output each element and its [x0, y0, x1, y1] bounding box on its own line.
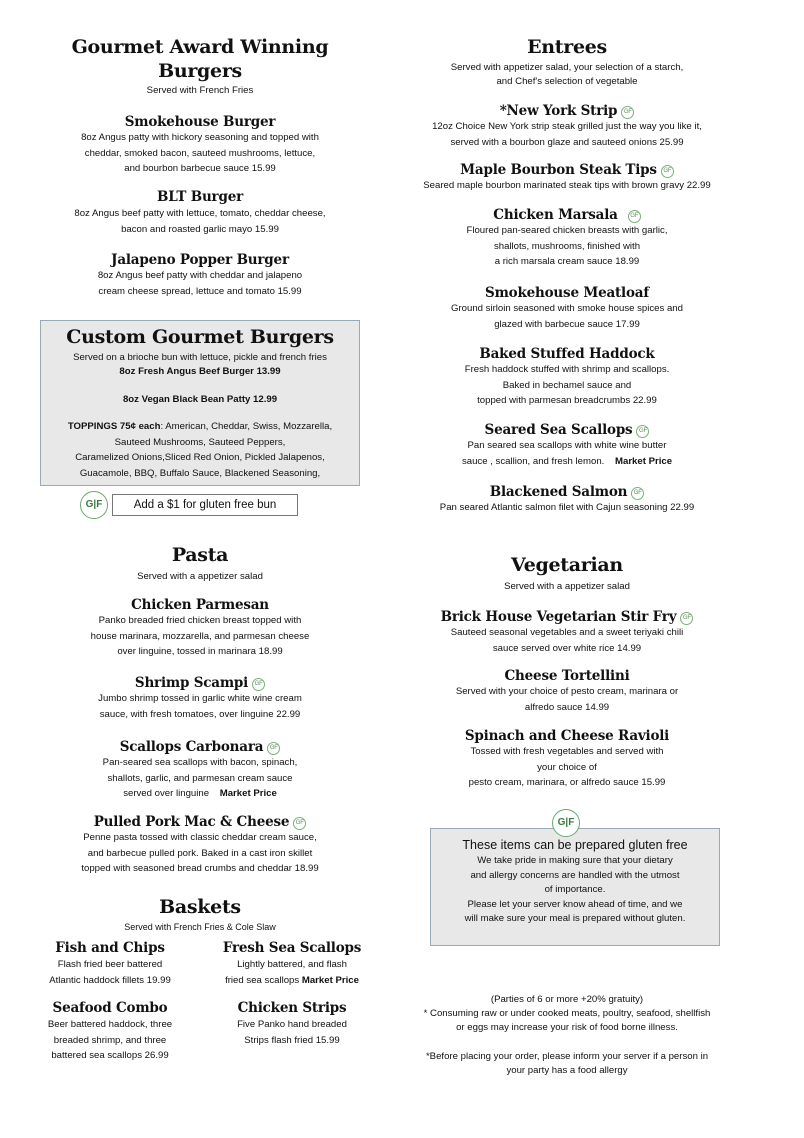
- desc-line: over linguine, tossed in marinara 18.99: [117, 646, 283, 657]
- entrees-subtitle: [402, 61, 732, 89]
- burgers-subtitle: Served with French Fries: [146, 85, 254, 96]
- desc-line: Strips flash fried 15.99: [244, 1034, 340, 1046]
- desc-line: and allergy concerns are handled with the utmost: [470, 869, 680, 881]
- desc-line: cheddar, smoked bacon, sauteed mushrooms, lettuce,: [84, 147, 316, 159]
- gluten-free-text: [431, 854, 719, 927]
- veg-name-tortellini: Cheese Tortellini: [504, 668, 630, 684]
- gluten-free-icon: GF: [631, 487, 644, 500]
- veg-desc-stir-fry: [402, 625, 732, 656]
- footer-line: your party has a food allergy: [506, 1065, 628, 1076]
- allergy-note: [402, 1050, 732, 1078]
- desc-line: shallots, garlic, and parmesan cream sauce: [107, 772, 293, 784]
- gluten-free-title: These items can be prepared gluten free: [462, 838, 688, 852]
- desc-line: We take pride in making sure that your dietary: [477, 855, 673, 866]
- item-name: Shrimp Scampi: [134, 675, 249, 691]
- desc-line: breaded shrimp, and three: [53, 1034, 167, 1046]
- desc-line: Fresh haddock stuffed with shrimp and scallops.: [464, 364, 670, 375]
- entree-desc-sea-scallops: [402, 438, 732, 469]
- item-name: Fresh Sea Scallops: [222, 940, 362, 956]
- burgers-title-line1: Gourmet Award Winning: [71, 36, 329, 58]
- burger-desc-blt: [40, 206, 360, 237]
- desc-line: Served with your choice of pesto cream, marinara or: [455, 686, 679, 697]
- burger-name-smokehouse: Smokehouse Burger: [124, 114, 276, 130]
- footer-line: or eggs may increase your risk of food borne illness.: [456, 1022, 678, 1033]
- footer-line: (Parties of 6 or more +20% gratuity): [490, 994, 644, 1005]
- market-price: Market Price: [615, 455, 673, 467]
- pasta-desc-shrimp-scampi: [40, 691, 360, 722]
- basket-chicken-strips: [212, 1000, 372, 1048]
- burger-name-blt: BLT Burger: [156, 189, 244, 205]
- entree-name-haddock: Baked Stuffed Haddock: [479, 346, 655, 362]
- desc-line: 8oz Angus beef patty with lettuce, tomato, cheddar cheese,: [74, 208, 326, 219]
- market-price: Market Price: [301, 974, 359, 986]
- desc-line: Atlantic haddock fillets 19.99: [49, 974, 171, 986]
- pasta-name-chicken-parmesan: Chicken Parmesan: [131, 597, 269, 613]
- desc-line: Jumbo shrimp tossed in garlic white wine cream: [98, 693, 302, 704]
- desc-line: alfredo sauce 14.99: [524, 701, 610, 713]
- desc-line: 8oz Angus patty with hickory seasoning and topped with: [81, 132, 319, 143]
- desc-line: Beer battered haddock, three: [47, 1019, 173, 1030]
- gluten-free-bun-note: Add a $1 for gluten free bun: [112, 494, 298, 516]
- toppings-line: Sauteed Mushrooms, Sauteed Peppers,: [114, 436, 286, 448]
- item-name: Chicken Marsala: [493, 207, 618, 223]
- custom-burgers-box: [40, 320, 360, 486]
- desc-line: pesto cream, marinara, or alfredo sauce 15.99: [468, 777, 666, 788]
- desc-line: cream cheese spread, lettuce and tomato 15.99: [98, 285, 302, 297]
- desc-line: battered sea scallops 26.99: [51, 1050, 169, 1061]
- desc-line: Baked in bechamel sauce and: [502, 379, 632, 391]
- gluten-free-icon: G|F: [80, 491, 108, 519]
- gluten-free-icon: GF: [636, 425, 649, 438]
- desc-line: will make sure your meal is prepared without gluten.: [464, 913, 686, 924]
- desc-line: 12oz Choice New York strip steak grilled just the way you like it,: [432, 121, 702, 132]
- desc-line: your choice of: [537, 761, 597, 773]
- entree-name-ny-strip: [402, 103, 732, 120]
- footer-notes: [402, 993, 732, 1035]
- desc-line: fried sea scallops: [225, 974, 300, 986]
- toppings-label: TOPPINGS 75¢ each: [67, 421, 161, 432]
- item-name: Fish and Chips: [55, 940, 165, 956]
- sub-line: Served with appetizer salad, your selection of a starch,: [450, 62, 684, 73]
- desc-line: Five Panko hand breaded: [237, 1019, 347, 1030]
- burger-desc-jalapeno: [40, 268, 360, 299]
- pasta-desc-chicken-parmesan: [40, 613, 360, 660]
- desc-line: and barbecue pulled pork. Baked in a cast iron skillet: [87, 847, 313, 859]
- veg-desc-ravioli: [402, 744, 732, 791]
- custom-title: Custom Gourmet Burgers: [66, 326, 334, 348]
- pasta-desc-pulled-pork: [40, 830, 360, 877]
- desc-line: sauce , scallion, and fresh lemon.: [461, 455, 605, 467]
- desc-line: shallots, mushrooms, finished with: [493, 240, 641, 252]
- gluten-free-info-box: [430, 828, 720, 946]
- desc-line: Panko breaded fried chicken breast topped with: [98, 615, 302, 626]
- desc-line: Sauteed seasonal vegetables and a sweet teriyaki chili: [450, 627, 684, 638]
- entree-desc-chicken-marsala: [402, 223, 732, 270]
- entree-name-salmon: [402, 484, 732, 501]
- desc-line: Penne pasta tossed with classic cheddar cream sauce,: [83, 832, 317, 843]
- gluten-free-icon: GF: [267, 742, 280, 755]
- pasta-desc-scallops-carbonara: [40, 755, 360, 802]
- veg-desc-tortellini: [402, 684, 732, 715]
- entree-name-chicken-marsala: [402, 207, 732, 224]
- toppings-line: : American, Cheddar, Swiss, Mozzarella,: [160, 421, 333, 432]
- burgers-title-line2: Burgers: [158, 60, 242, 82]
- entree-desc-salmon: [402, 500, 732, 516]
- desc-line: a rich marsala cream sauce 18.99: [494, 256, 640, 267]
- entree-desc-meatloaf: [402, 301, 732, 332]
- pasta-name-shrimp-scampi: [40, 675, 360, 692]
- desc-line: bacon and roasted garlic mayo 15.99: [121, 223, 279, 235]
- desc-line: Pan-seared sea scallops with bacon, spinach,: [102, 757, 298, 768]
- desc-line: Flash fried beer battered: [57, 959, 163, 970]
- desc-line: topped with seasoned bread crumbs and cheddar 18.99: [81, 863, 319, 874]
- custom-vegan: 8oz Vegan Black Bean Patty 12.99: [122, 394, 278, 405]
- basket-fish-and-chips: [35, 940, 185, 988]
- gluten-free-icon: G|F: [552, 809, 580, 837]
- desc-line: of importance.: [544, 884, 606, 895]
- desc-line: Lightly battered, and flash: [237, 959, 347, 970]
- entree-desc-ny-strip: [402, 119, 732, 150]
- item-name: Seared Sea Scallops: [484, 422, 633, 438]
- desc-line: Pan seared sea scallops with white wine butter: [467, 440, 667, 451]
- basket-fresh-sea-scallops: [212, 940, 372, 988]
- item-name: *New York Strip: [499, 103, 618, 119]
- entree-desc-steak-tips: [402, 178, 732, 194]
- item-name: Scallops Carbonara: [119, 739, 264, 755]
- entrees-title: Entrees: [527, 36, 607, 58]
- veg-name-ravioli: Spinach and Cheese Ravioli: [464, 728, 670, 744]
- pasta-name-pulled-pork: [40, 814, 360, 831]
- desc-line: Tossed with fresh vegetables and served with: [470, 746, 664, 757]
- desc-line: sauce, with fresh tomatoes, over linguine 22.99: [99, 708, 301, 720]
- toppings-list: [41, 419, 359, 481]
- desc-line: served over linguine: [123, 788, 210, 799]
- pasta-subtitle: Served with a appetizer salad: [137, 571, 263, 582]
- gluten-free-icon: GF: [621, 106, 634, 119]
- desc-line: glazed with barbecue sauce 17.99: [494, 318, 640, 330]
- veg-name-stir-fry: [402, 609, 732, 626]
- desc-line: sauce served over white rice 14.99: [492, 642, 642, 654]
- desc-line: and bourbon barbecue sauce 15.99: [124, 163, 276, 174]
- gluten-free-icon: GF: [293, 817, 306, 830]
- entree-name-sea-scallops: [402, 422, 732, 439]
- item-name: Maple Bourbon Steak Tips: [460, 162, 657, 178]
- footer-line: * Consuming raw or under cooked meats, poultry, seafood, shellfish: [423, 1008, 711, 1019]
- item-name: Blackened Salmon: [489, 484, 628, 500]
- burger-name-jalapeno: Jalapeno Popper Burger: [111, 252, 289, 268]
- baskets-subtitle: Served with French Fries & Cole Slaw: [124, 922, 276, 932]
- toppings-line: Caramelized Onions,Sliced Red Onion, Pickled Jalapenos,: [75, 452, 325, 463]
- entree-name-steak-tips: [402, 162, 732, 179]
- desc-line: Floured pan-seared chicken breasts with garlic,: [466, 225, 668, 236]
- item-name: Brick House Vegetarian Stir Fry: [440, 609, 677, 625]
- burger-desc-smokehouse: [40, 130, 360, 177]
- gluten-free-icon: GF: [252, 678, 265, 691]
- baskets-title: Baskets: [159, 896, 241, 918]
- gluten-free-icon: GF: [661, 165, 674, 178]
- desc-line: served with a bourbon glaze and sauteed onions 25.99: [450, 136, 684, 148]
- vegetarian-subtitle: Served with a appetizer salad: [504, 581, 630, 592]
- desc-line: Please let your server know ahead of time, and we: [467, 898, 683, 910]
- market-price: Market Price: [219, 788, 277, 799]
- vegetarian-title: Vegetarian: [511, 554, 623, 576]
- footer-line: *Before placing your order, please inform your server if a person in: [425, 1051, 709, 1062]
- sub-line: and Chef's selection of vegetable: [496, 76, 638, 87]
- gluten-free-icon: GF: [628, 210, 641, 223]
- custom-line1: Served on a brioche bun with lettuce, pickle and french fries: [73, 352, 327, 363]
- item-name: Seafood Combo: [52, 1000, 168, 1016]
- toppings-line: Guacamole, BBQ, Buffalo Sauce, Blackened Seasoning,: [79, 467, 321, 479]
- desc-line: 8oz Angus beef patty with cheddar and jalapeno: [97, 270, 303, 281]
- desc-line: house marinara, mozzarella, and parmesan cheese: [90, 630, 310, 642]
- desc-line: Pan seared Atlantic salmon filet with Cajun seasoning 22.99: [439, 502, 695, 513]
- item-name: Chicken Strips: [237, 1000, 347, 1016]
- desc-line: Ground sirloin seasoned with smoke house spices and: [451, 303, 683, 314]
- pasta-title: Pasta: [171, 544, 229, 566]
- entree-desc-haddock: [402, 362, 732, 409]
- custom-beef: 8oz Fresh Angus Beef Burger 13.99: [119, 366, 281, 377]
- gluten-free-icon: GF: [680, 612, 693, 625]
- desc-line: Seared maple bourbon marinated steak tips with brown gravy 22.99: [423, 180, 711, 191]
- item-name: Pulled Pork Mac & Cheese: [93, 814, 290, 830]
- basket-seafood-combo: [35, 1000, 185, 1064]
- desc-line: topped with parmesan breadcrumbs 22.99: [477, 395, 657, 406]
- pasta-name-scallops-carbonara: [40, 739, 360, 756]
- entree-name-meatloaf: Smokehouse Meatloaf: [485, 285, 649, 301]
